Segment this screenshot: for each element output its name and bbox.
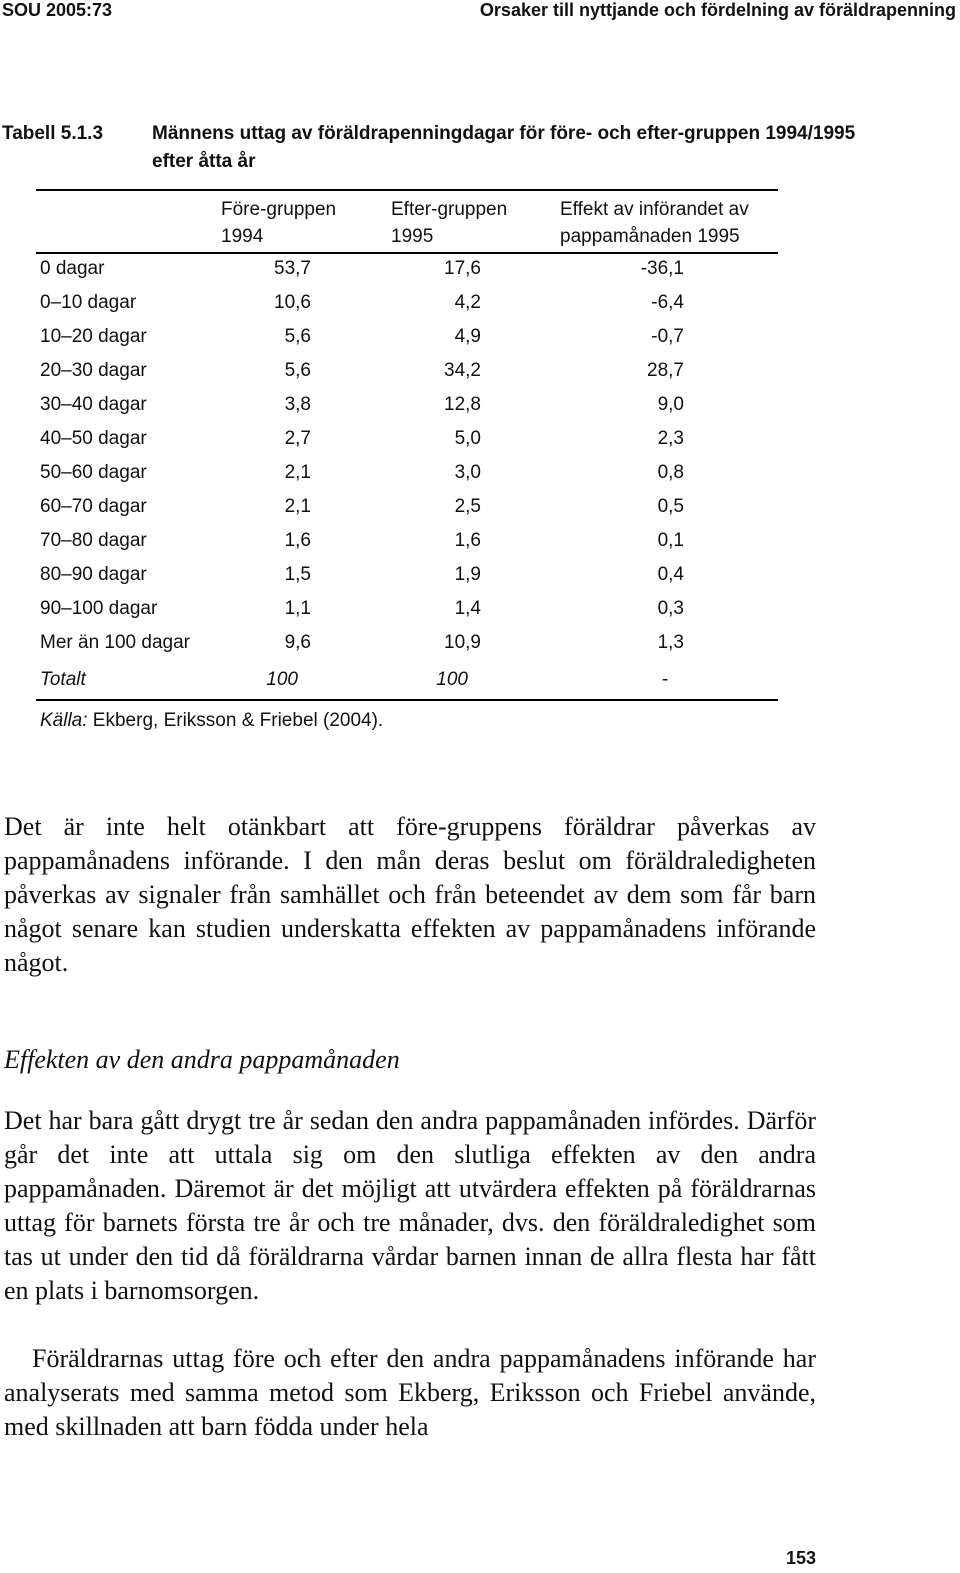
table-cell: 4,9 xyxy=(454,326,481,347)
table-cell: 10,6 xyxy=(274,292,311,313)
column-header-line2: 1995 xyxy=(391,226,434,247)
table-cell: -36,1 xyxy=(640,258,684,279)
table-total-row xyxy=(36,660,778,700)
table-cell: Totalt xyxy=(40,669,86,690)
table-cell: Mer än 100 dagar xyxy=(40,632,190,653)
table-row xyxy=(36,286,778,320)
chapter-title: Orsaker till nyttjande och fördelning av föräldrapenning xyxy=(479,0,956,20)
table-cell: 1,1 xyxy=(284,598,311,619)
table-cell: 1,3 xyxy=(657,632,684,653)
column-header xyxy=(560,196,749,250)
table-cell: 1,4 xyxy=(454,598,481,619)
table-row xyxy=(36,354,778,388)
table-cell: 34,2 xyxy=(444,360,481,381)
table-cell: 2,1 xyxy=(284,462,311,483)
table-cell: 1,5 xyxy=(284,564,311,585)
source-text: Ekberg, Eriksson & Friebel (2004). xyxy=(87,710,384,731)
table-row xyxy=(36,558,778,592)
header-bottom-rule xyxy=(36,252,778,254)
table-cell: 2,7 xyxy=(284,428,311,449)
table-cell: 17,6 xyxy=(444,258,481,279)
table-cell: 0–10 dagar xyxy=(40,292,137,313)
table-title: Männens uttag av föräldrapenningdagar för före- och efter-gruppen 1994/1995 efter åtta år xyxy=(152,123,856,172)
table-cell: 80–90 dagar xyxy=(40,564,147,585)
table-cell: 4,2 xyxy=(454,292,481,313)
table-cell: 3,8 xyxy=(284,394,311,415)
table-cell: 30–40 dagar xyxy=(40,394,147,415)
table-cell: 100 xyxy=(266,669,298,690)
table-row xyxy=(36,252,778,286)
table-cell: 53,7 xyxy=(274,258,311,279)
table-cell: 0,4 xyxy=(657,564,684,585)
table-cell: 9,0 xyxy=(657,394,684,415)
table-cell: 100 xyxy=(436,669,468,690)
table-cell: 1,9 xyxy=(454,564,481,585)
source-label: Källa: xyxy=(40,710,88,731)
body-paragraph: Föräldrarnas uttag före och efter den andra pappamånadens införande har analyserats med samma metod som Ekberg, Eriksson och Friebel använde, med skillnaden att barn födda under hela xyxy=(4,1344,816,1441)
table-cell: 1,6 xyxy=(454,530,481,551)
body-paragraph: Det är inte helt otänkbart att före-gruppens föräldrar påverkas av pappamånadens införande. I den mån deras beslut om föräldraledigheten påverkas av signaler från samhället och från beteendet av dem som får barn något senare kan studien underskatta effekten av pappamånadens införande något. xyxy=(4,812,816,977)
table-cell: 0,5 xyxy=(657,496,684,517)
table-cell: 5,6 xyxy=(284,326,311,347)
table-cell: 28,7 xyxy=(647,360,684,381)
report-id: SOU 2005:73 xyxy=(2,0,113,20)
column-header-line1: Före-gruppen xyxy=(221,199,337,220)
column-header-line1: Effekt av införandet av xyxy=(560,199,749,220)
running-header xyxy=(0,0,960,24)
table-cell: 2,3 xyxy=(657,428,684,449)
column-header xyxy=(221,196,336,250)
table-cell: 90–100 dagar xyxy=(40,598,158,619)
table-cell: 3,0 xyxy=(454,462,481,483)
table-cell: 20–30 dagar xyxy=(40,360,147,381)
table-cell: 70–80 dagar xyxy=(40,530,147,551)
table-source xyxy=(40,710,383,732)
table-bottom-rule xyxy=(36,699,778,701)
table-cell: 9,6 xyxy=(284,632,311,653)
table-cell: 2,5 xyxy=(454,496,481,517)
table-cell: 50–60 dagar xyxy=(40,462,147,483)
column-header-line2: pappamånaden 1995 xyxy=(560,226,740,247)
table-row xyxy=(36,524,778,558)
table-row xyxy=(36,592,778,626)
table-cell: 0,1 xyxy=(657,530,684,551)
table-cell: 12,8 xyxy=(444,394,481,415)
column-header-line2: 1994 xyxy=(221,226,264,247)
table-cell: 1,6 xyxy=(284,530,311,551)
table-top-rule xyxy=(36,189,778,191)
body-paragraph: Det har bara gått drygt tre år sedan den andra pappamånaden infördes. Därför går det inte att uttala sig om den slutliga effekten av den andra pappamånaden. Däremot är det möjligt att utvärdera effekten på föräldrarnas uttag för barnets första tre år och tre månader, dvs. den föräldraledighet som tas ut under den tid då föräldrarna vårdar barnen innan de allra flesta har fått en plats i barnomsorgen. xyxy=(4,1106,816,1305)
table-cell: 0 dagar xyxy=(40,258,105,279)
table-number: Tabell 5.1.3 xyxy=(2,123,104,144)
column-header xyxy=(391,196,507,250)
table-row xyxy=(36,490,778,524)
page-number: 153 xyxy=(785,1548,816,1568)
table-cell: 0,3 xyxy=(657,598,684,619)
table-row xyxy=(36,456,778,490)
table-cell: 60–70 dagar xyxy=(40,496,147,517)
table-cell: 0,8 xyxy=(657,462,684,483)
table-row xyxy=(36,320,778,354)
table-cell: 40–50 dagar xyxy=(40,428,147,449)
table-cell: -6,4 xyxy=(651,292,684,313)
data-table xyxy=(36,196,778,700)
column-header-line1: Efter-gruppen xyxy=(391,199,508,220)
table-cell: 10,9 xyxy=(444,632,481,653)
table-cell: -0,7 xyxy=(651,326,684,347)
table-cell: 10–20 dagar xyxy=(40,326,147,347)
table-cell: - xyxy=(661,669,668,690)
table-row xyxy=(36,626,778,660)
table-cell: 5,6 xyxy=(284,360,311,381)
table-header xyxy=(36,196,778,252)
table-cell: 2,1 xyxy=(284,496,311,517)
table-row xyxy=(36,388,778,422)
table-row xyxy=(36,422,778,456)
section-heading: Effekten av den andra pappamånaden xyxy=(4,1045,400,1074)
table-body xyxy=(36,252,778,700)
table-cell: 5,0 xyxy=(454,428,481,449)
